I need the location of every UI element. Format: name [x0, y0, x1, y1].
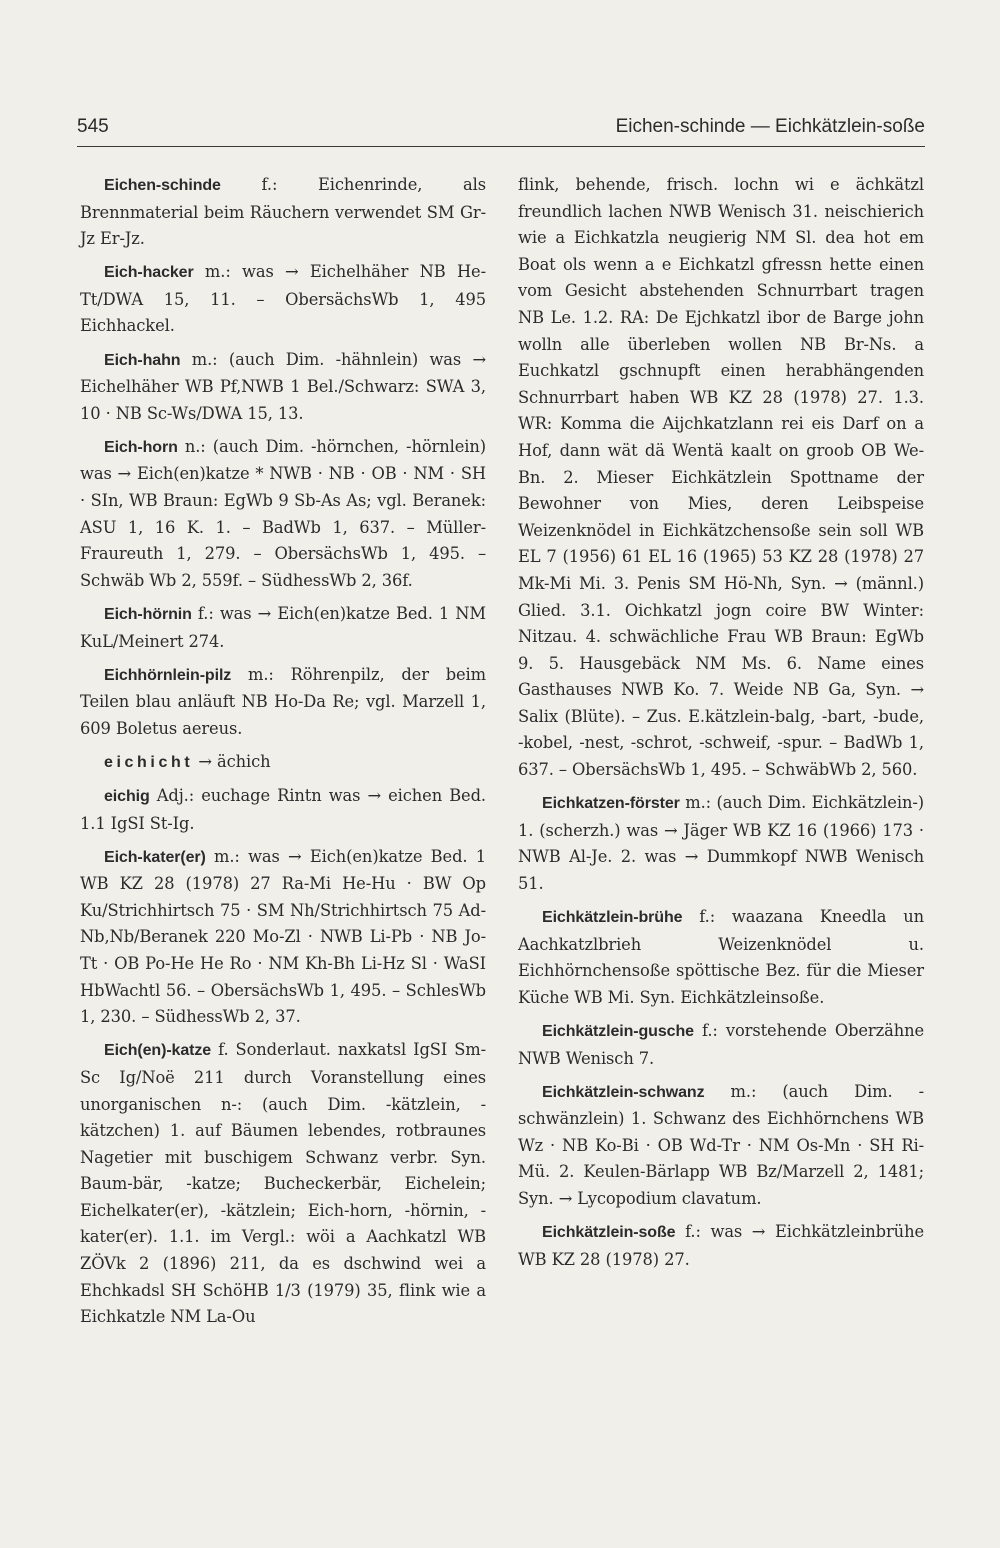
- entry-text: f.: was → Eich(en)katze Bed. 1 NM KuL/Meinert 274.: [80, 603, 486, 651]
- entry-lemma: Eichkätzlein-schwanz: [542, 1083, 705, 1101]
- entry-lemma: Eichen-schinde: [104, 177, 221, 194]
- entry-text: f.: was → Eichkätzleinbrühe WB KZ 28 (1978) 27.: [518, 1222, 924, 1269]
- entry-lemma: Eich-horn: [104, 438, 178, 456]
- dictionary-entry: [80, 749, 486, 777]
- entry-text: f.: vorstehende Oberzähne NWB Wenisch 7.: [518, 1020, 924, 1068]
- dictionary-entry: [518, 1018, 924, 1072]
- entry-lemma: Eich-hahn: [104, 351, 181, 369]
- entry-lemma: Eichkätzlein-gusche: [542, 1022, 694, 1040]
- entry-text: f.: waazana Kneedla un Aachkatzlbrieh Weizenknödel u. Eichhörnchensoße spöttische Bez. für die Mieser Küche WB Mi. Syn. Eichkätzleinsoße.: [518, 907, 924, 1007]
- entry-text: → ächich: [193, 751, 271, 771]
- dictionary-entry: [518, 172, 924, 784]
- entry-text: m.: (auch Dim. -hähnlein) was → Eichelhäher WB Pf,NWB 1 Bel./Schwarz: SWA 3, 10 · NB Sc-Ws/DWA 15, 13.: [80, 349, 486, 423]
- dictionary-entry: [80, 844, 486, 1031]
- dictionary-entry: [518, 904, 924, 1011]
- dictionary-entry: [80, 347, 486, 428]
- entry-text: flink, behende, frisch. lochn wi e ächkätzl freundlich lachen NWB Wenisch 31. neischierich wie a Eichkatzla neugierig NM Sl. dea hot em Boat ols wenn a e Eichkatzl gfressn hette einen vom Gesicht abstehenden Schnurrbart tragen NB Le. 1.2. RA: De Ejchkatzl ibor de Barge john wolln alle überleben wollen NB Br-Ns. a Euchkatzl gschnupft einen herabhängenden Schnurrbart haben WB KZ 28 (1978) 27. 1.3. WR: Komma die Aijchkatzlann rei eis Darf on a Hof, dann wät dä Wentä kaalt on groob OB We-Bn. 2. Mieser Eichkätzlein Spottname der Bewohner von Mies, deren Leibspeise Weizenknödel in Eichkätzchensoße sein soll WB EL 7 (1956) 61 EL 16 (1965) 53 KZ 28 (1978) 27 Mk-Mi Mi. 3. Penis SM Hö-Nh, Syn. → (männl.) Glied. 3.1. Oichkatzl jogn coire BW Winter: Nitzau. 4. schwächliche Frau WB Braun: EgWb 9. 5. Hausgebäck NM Ms. 6. Name eines Gasthauses NWB Ko. 7. Weide NB Ga, Syn. → Salix (Blüte). – Zus. E.kätzlein-balg, -bart, -bude, -kobel, -nest, -schrot, -schweif, -spur. – BadWb 1, 637. – ObersächsWb 1, 495. – SchwäbWb 2, 560.: [518, 175, 924, 780]
- dictionary-entry: [518, 1079, 924, 1213]
- entry-lemma: Eichkätzlein-soße: [542, 1224, 676, 1242]
- dictionary-entry: [80, 1037, 486, 1331]
- entry-lemma: Eich-kater(er): [104, 848, 206, 866]
- running-title: Eichen-schinde — Eichkätzlein-soße: [615, 116, 925, 137]
- entry-lemma: eichig: [104, 787, 150, 805]
- entry-text: m.: (auch Dim. Eichkätzlein-) 1. (scherzh.) was → Jäger WB KZ 16 (1966) 173 · NWB Al-Je. 2. was → Dummkopf NWB Wenisch 51.: [518, 793, 924, 893]
- dictionary-entry: [80, 662, 486, 743]
- entry-lemma: Eich-hörnin: [104, 605, 192, 623]
- entry-text: n.: (auch Dim. -hörnchen, -hörnlein) was → Eich(en)katze * NWB · NB · OB · NM · SH · SIn, WB Braun: EgWb 9 Sb-As As; vgl. Beranek: ASU 1, 16 K. 1. – BadWb 1, 637. – Müller-Fraureuth 1, 279. – ObersächsWb 1, 495. – Schwäb Wb 2, 559f. – SüdhessWb 2, 36f.: [80, 436, 486, 590]
- entry-text: m.: Röhrenpilz, der beim Teilen blau anläuft NB Ho-Da Re; vgl. Marzell 1, 609 Boletus aereus.: [80, 664, 486, 738]
- dictionary-entry: [80, 434, 486, 595]
- entry-lemma: Eichkatzen-förster: [542, 795, 680, 813]
- entry-text: f.: Eichenrinde, als Brennmaterial beim Räuchern verwendet SM Gr-Jz Er-Jz.: [80, 175, 486, 249]
- entry-text: m.: (auch Dim. -schwänzlein) 1. Schwanz des Eichhörnchens WB Wz · NB Ko-Bi · OB Wd-Tr · NM Os-Mn · SH Ri-Mü. 2. Keulen-Bärlapp WB Bz/Marzell 2, 1481; Syn. → Lycopodium clavatum.: [518, 1081, 924, 1208]
- dictionary-entry: [80, 601, 486, 655]
- entry-lemma: Eichhörnlein-pilz: [104, 666, 232, 684]
- page-header: [77, 112, 925, 147]
- left-column: [80, 172, 486, 1337]
- dictionary-entry: [80, 259, 486, 340]
- entry-lemma: Eichkätzlein-brühe: [542, 909, 683, 927]
- entry-text: f. Sonderlaut. naxkatsl IgSI Sm-Sc Ig/Noë 211 durch Voranstellung eines unorganischen n-: (auch Dim. -kätzlein, -kätzchen) 1. auf Bäumen lebendes, rotbraunes Nagetier mit buschigem Schwanz verbr. Syn. Baum-bär, -katze; Bucheckerbär, Eichelein; Eichelkater(er), -kätzlein; Eich-horn, -hörnin, -kater(er). 1.1. im Vergl.: wöi a Aachkatzl WB ZÖVk 2 (1896) 211, da es dschwind wei a Ehchkadsl SH SchöHB 1/3 (1979) 35, flink wie a Eichkatzle NM La-Ou: [80, 1040, 486, 1327]
- entry-lemma: Eich-hacker: [104, 264, 194, 282]
- dictionary-entry: [518, 1219, 924, 1273]
- entry-text: m.: was → Eichelhäher NB He-Tt/DWA 15, 11. – ObersächsWb 1, 495 Eichhackel.: [80, 262, 486, 336]
- dictionary-entry: [518, 790, 924, 897]
- entry-text: m.: was → Eich(en)katze Bed. 1 WB KZ 28 (1978) 27 Ra-Mi He-Hu · BW Op Ku/Strichhirtsch 75 · SM Nh/Strichhirtsch 75 Ad-Nb,Nb/Beranek 220 Mo-Zl · NWB Li-Pb · NB Jo-Tt · OB Po-He He Ro · NM Kh-Bh Li-Hz Sl · WaSI HbWachtl 56. – ObersächsWb 1, 495. – SchlesWb 1, 230. – SüdhessWb 2, 37.: [80, 846, 486, 1027]
- entry-lemma: eichicht: [104, 753, 194, 771]
- entry-lemma: Eich(en)-katze: [104, 1042, 212, 1060]
- dictionary-entry: [80, 172, 486, 253]
- entry-text: Adj.: euchage Rintn was → eichen Bed. 1.1 IgSI St-Ig.: [80, 785, 486, 833]
- right-column: [518, 172, 924, 1280]
- dictionary-entry: [80, 783, 486, 837]
- page-number: 545: [77, 116, 109, 137]
